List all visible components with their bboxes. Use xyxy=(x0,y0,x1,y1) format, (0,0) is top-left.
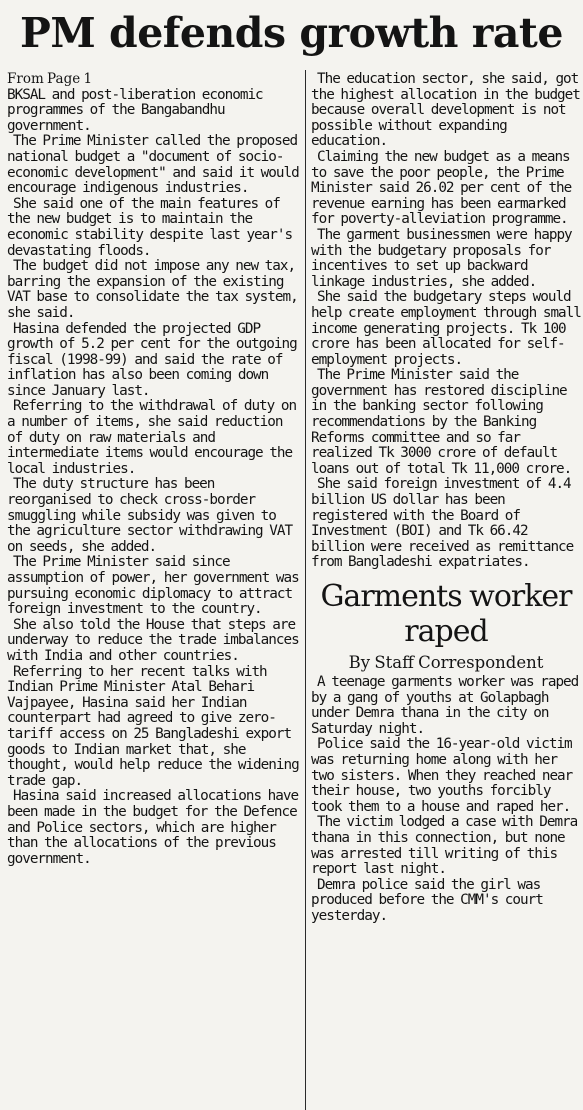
paragraph: The garment businessmen were happy with the budgetary proposals for incentives to set up backward linkage industries, she added. xyxy=(311,226,572,290)
paragraph: Claiming the new budget as a means to save the poor people, the Prime Minister said 26.02 per cent of the revenue earning has been earmarked for poverty-alleviation programme. xyxy=(311,148,572,228)
paragraph: The victim lodged a case with Demra thana in this connection, but none was arrested till writing of this report last night. xyxy=(311,814,578,878)
paragraph: She also told the House that steps are underway to reduce the trade imbalances with India and other countries. xyxy=(7,616,299,664)
paragraph: She said the budgetary steps would help create employment through small income generating projects. Tk 100 crore has been allocated for self-employment projects. xyxy=(311,289,581,368)
main-headline: PM defends growth rate xyxy=(20,9,563,57)
paragraph: The budget did not impose any new tax, barring the expansion of the existing VAT base to consolidate the tax system, she said. xyxy=(7,258,298,321)
paragraph: Hasina said increased allocations have been made in the budget for the Defence and Police sectors, which are higher than the allocations of the previous government. xyxy=(7,788,299,867)
paragraph: The Prime Minister said since assumption of power, her government was pursuing economic diplomacy to attract foreign investment to the country. xyxy=(7,554,299,618)
column-divider xyxy=(305,70,306,1110)
paragraph: Referring to her recent talks with Indian Prime Minister Atal Behari Vajpayee, Hasina said her Indian counterpart had agreed to give zero-tariff access on 25 Bangladeshi export goods to Indian market that, she thought, would help reduce the widening trade gap. xyxy=(7,663,299,789)
paragraph: A teenage garments worker was raped by a gang of youths at Golapbagh under Demra thana in the city on Saturday night. xyxy=(311,674,579,737)
paragraph: She said one of the main features of the new budget is to maintain the economic stability despite last year's devastating floods. xyxy=(7,195,293,259)
right-column xyxy=(311,72,581,925)
paragraph: The duty structure has been reorganised to check cross-border smuggling while subsidy was given to the agriculture sector withdrawing VAT on seeds, she added. xyxy=(7,476,293,555)
paragraph: Referring to the withdrawal of duty on a number of items, she said reduction of duty on raw materials and intermediate items would encourage the local industries. xyxy=(7,398,297,477)
paragraph: Hasina defended the projected GDP growth of 5.2 per cent for the outgoing fiscal (1998-99) and said the rate of inflation has also been coming down since January last. xyxy=(7,320,297,399)
byline: By Staff Correspondent xyxy=(348,653,544,672)
paragraph: The education sector, she said, got the highest allocation in the budget because overall development is not possible without expanding education. xyxy=(311,71,580,150)
paragraph: She said foreign investment of 4.4 billion US dollar has been registered with the Board of Investment (BOI) and Tk 66.42 billion were received as remittance from Bangladeshi expatriates. xyxy=(311,476,574,571)
paragraph: The Prime Minister said the government has restored discipline in the banking sector following recommendations by the Banking Reforms committee and so far realized Tk 3000 crore of default loans out of total Tk 11,000 crore. xyxy=(311,367,572,477)
from-page-label: From Page 1 xyxy=(7,71,93,87)
left-column xyxy=(7,72,300,867)
paragraph: The Prime Minister called the proposed national budget a "document of socio-economic development" and said it would encourage indigenous industries. xyxy=(7,133,299,197)
second-story-headline: Garments worker raped xyxy=(320,579,572,649)
paragraph: Demra police said the girl was produced before the CMM's court yesterday. xyxy=(311,876,543,924)
paragraph: Police said the 16-year-old victim was returning home along with her two sisters. When they reached near their house, two youths forcibly took them to a house and raped her. xyxy=(311,736,573,815)
paragraph: BKSAL and post-liberation economic programmes of the Bangabandhu government. xyxy=(7,86,263,134)
